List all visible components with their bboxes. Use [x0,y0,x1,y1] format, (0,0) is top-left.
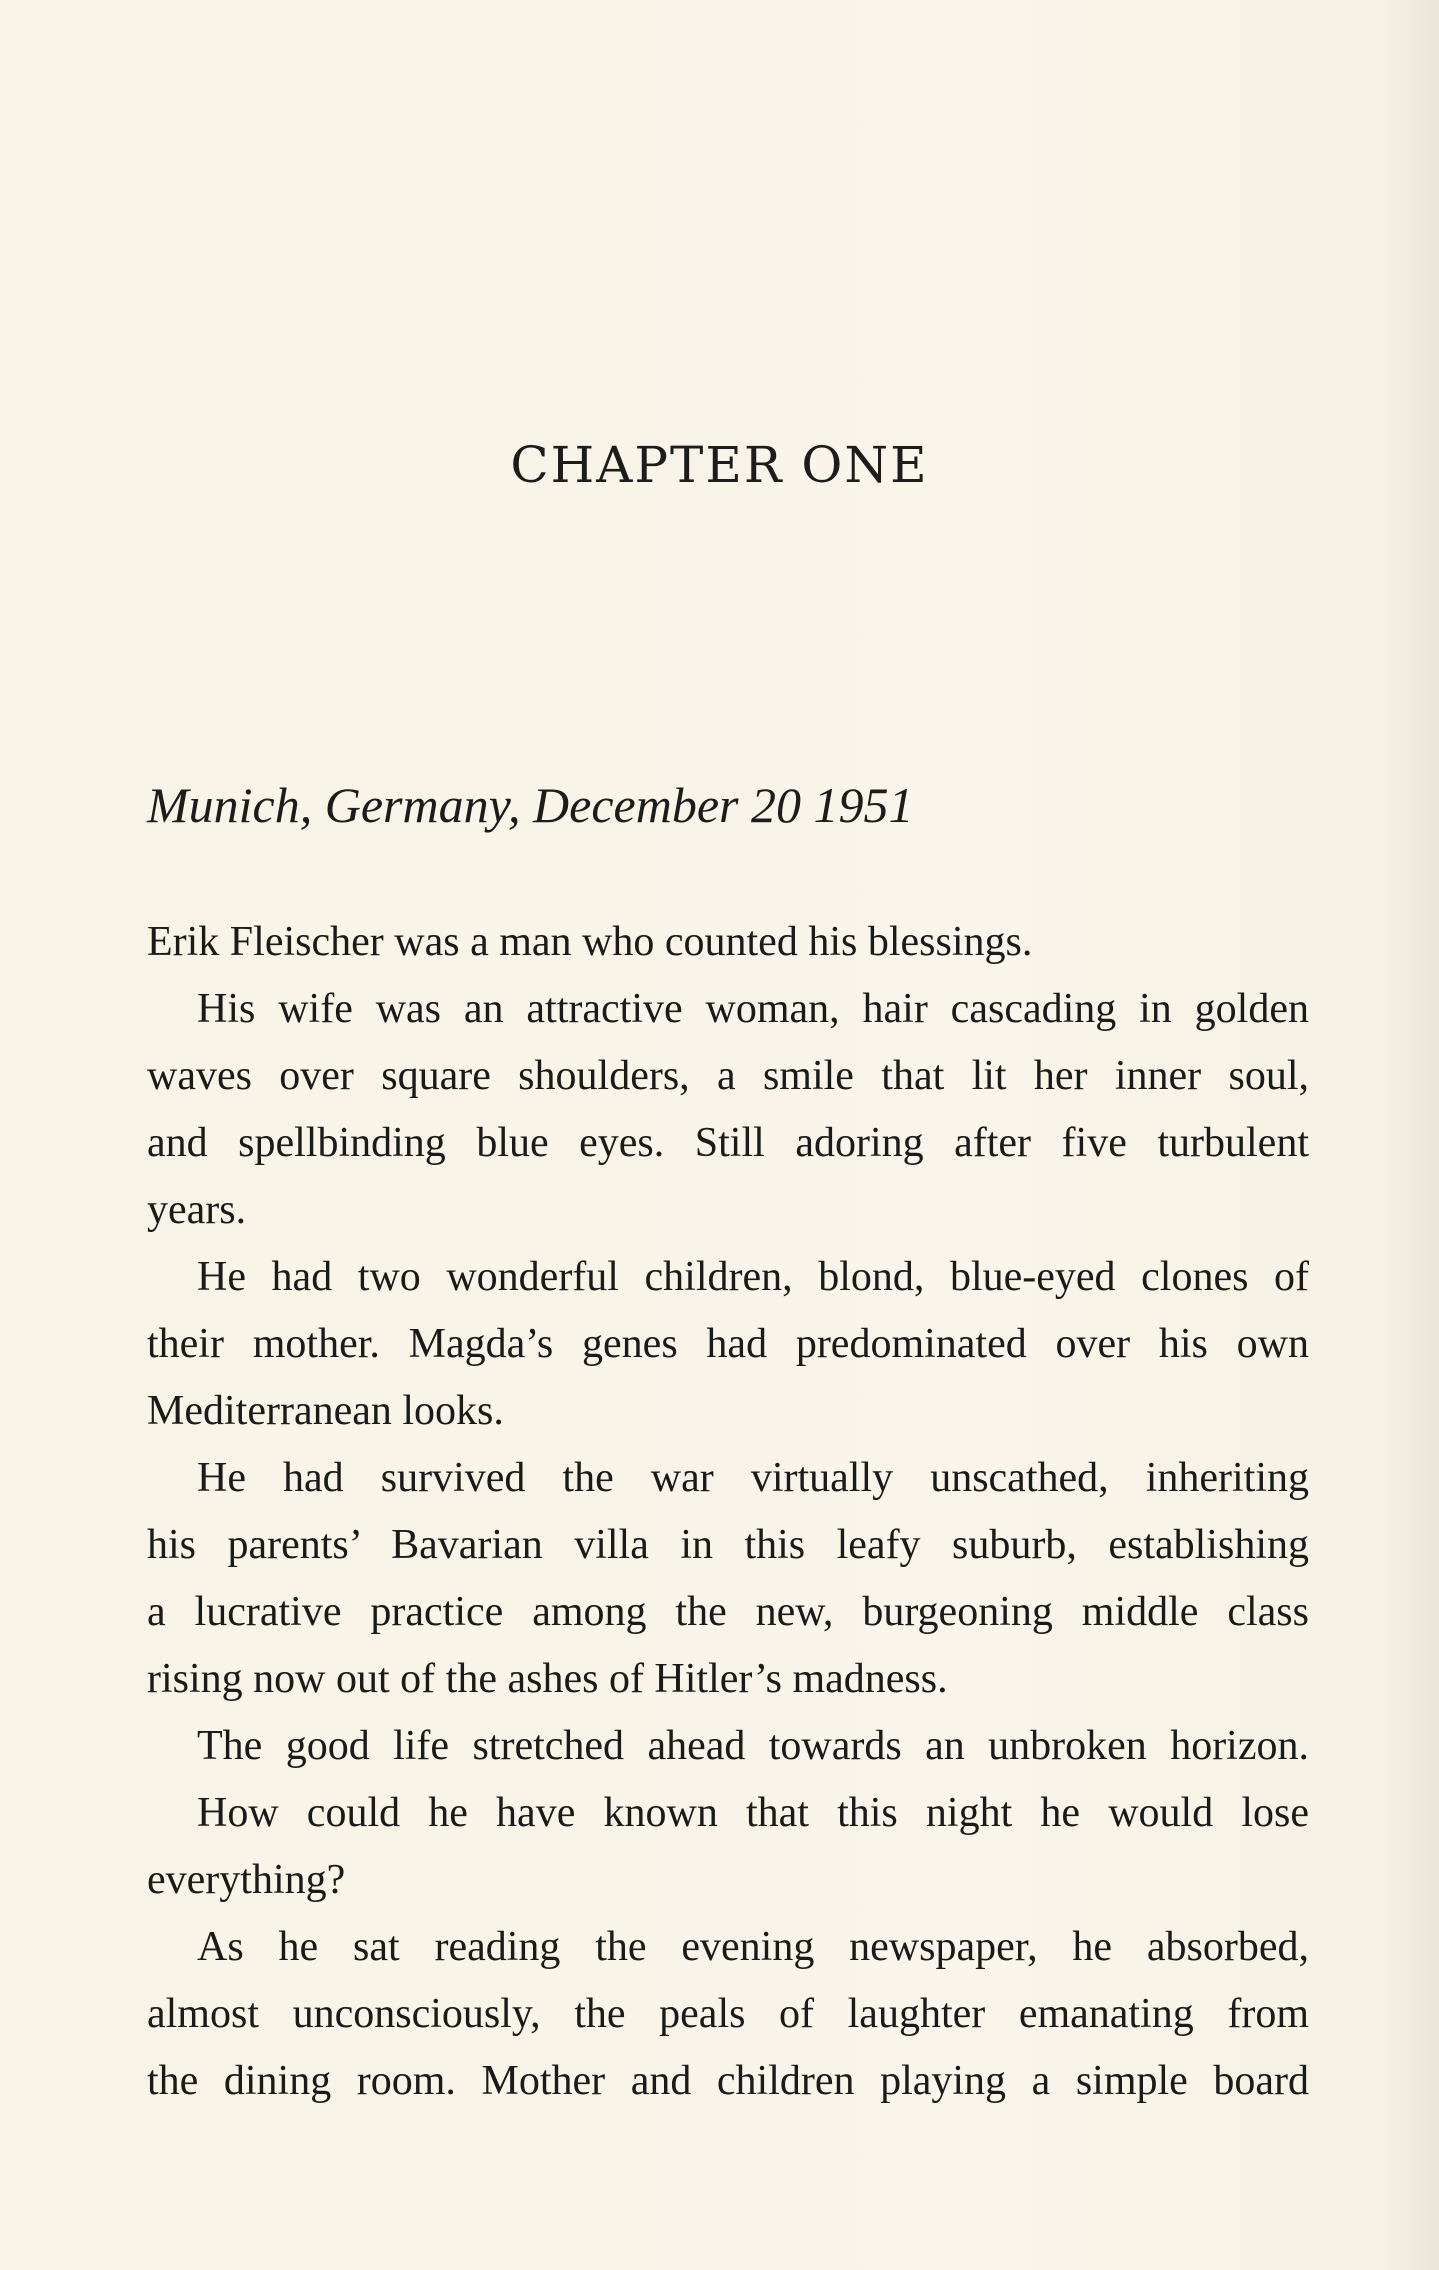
chapter-title: CHAPTER ONE [510,436,929,494]
text-line: his parents’ Bavarian villa in this leafy suburb, establishing [147,1522,1309,1568]
text-line: and spellbinding blue eyes. Still adoring after five turbulent [147,1120,1309,1166]
text-line: their mother. Magda’s genes had predominated over his own [147,1321,1309,1367]
text-line: His wife was an attractive woman, hair cascading in golden [197,986,1309,1032]
text-line: The good life stretched ahead towards an unbroken horizon. [197,1723,1309,1769]
text-line: a lucrative practice among the new, burgeoning middle class [147,1589,1309,1635]
text-line: years. [147,1187,247,1233]
text-line: How could he have known that this night he would lose [197,1790,1309,1836]
text-line: waves over square shoulders, a smile that lit her inner soul, [147,1053,1309,1099]
text-line: Mediterranean looks. [147,1388,504,1434]
text-line: rising now out of the ashes of Hitler’s madness. [147,1656,948,1702]
text-line: As he sat reading the evening newspaper, he absorbed, [197,1924,1309,1970]
text-line: almost unconsciously, the peals of laughter emanating from [147,1991,1309,2037]
text-line: He had survived the war virtually unscathed, inheriting [197,1455,1309,1501]
location-heading: Munich, Germany, December 20 1951 [147,777,914,833]
text-line: Erik Fleischer was a man who counted his blessings. [147,919,1033,965]
text-line: the dining room. Mother and children playing a simple board [147,2058,1309,2104]
text-line: everything? [147,1857,346,1903]
text-line: He had two wonderful children, blond, blue-eyed clones of [197,1254,1309,1300]
